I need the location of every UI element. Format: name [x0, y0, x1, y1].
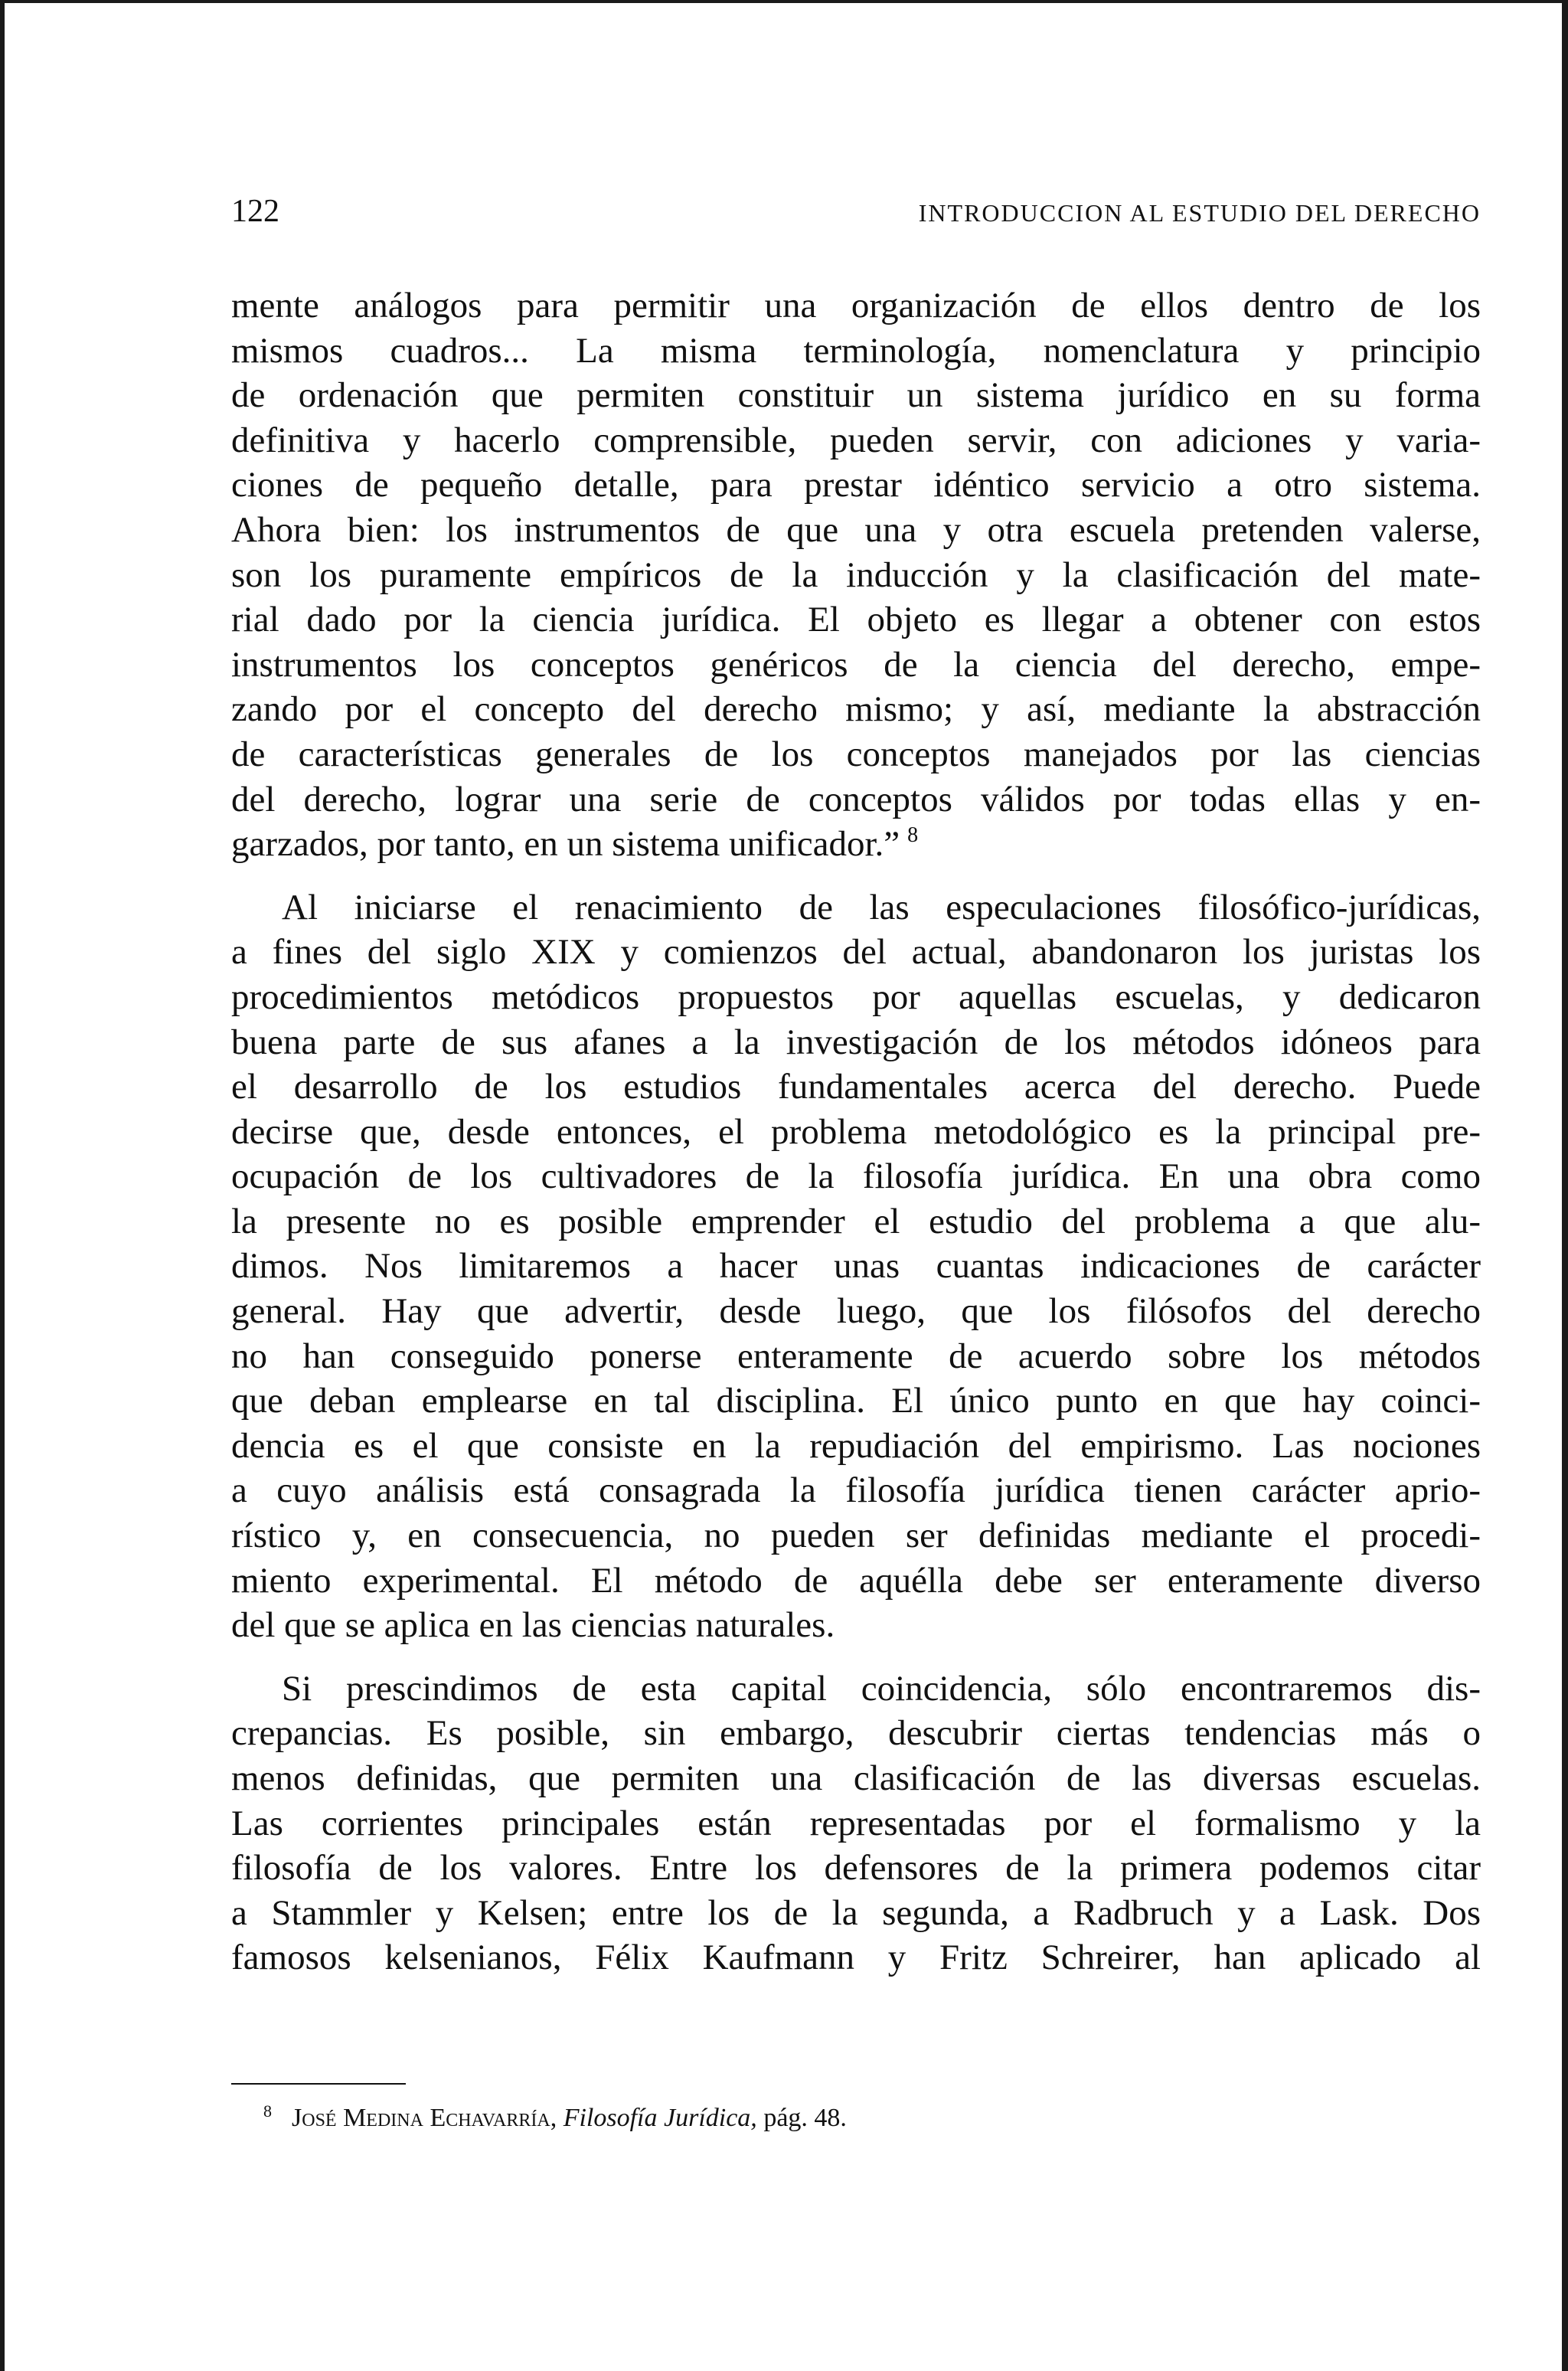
text-line: del derecho, lograr una serie de conceptos válidos por todas ellas y en-: [231, 779, 1481, 819]
paragraph-3: [231, 1666, 1481, 1980]
text-line: [231, 822, 1481, 867]
text-line: no han conseguido ponerse enteramente de acuerdo sobre los métodos: [231, 1336, 1481, 1376]
text-line: de características generales de los conceptos manejados por las ciencias: [231, 734, 1481, 774]
paragraph-gap: [231, 867, 1481, 885]
text-line: rístico y, en consecuencia, no pueden ser definidas mediante el procedi-: [231, 1516, 1481, 1556]
text-line: rial dado por la ciencia jurídica. El objeto es llegar a obtener con estos: [231, 600, 1481, 640]
text-line: instrumentos los conceptos genéricos de la ciencia del derecho, empe-: [231, 644, 1481, 685]
footnote-mark: 8: [263, 2101, 272, 2121]
scan-border-left: [0, 0, 5, 2371]
text-line: son los puramente empíricos de la inducción y la clasificación del mate-: [231, 554, 1481, 595]
text-line: de ordenación que permiten constituir un sistema jurídico en su forma: [231, 375, 1481, 416]
paragraph-gap: [231, 1648, 1481, 1666]
text-line: el desarrollo de los estudios fundamentales acerca del derecho. Puede: [231, 1067, 1481, 1107]
text-line: general. Hay que advertir, desde luego, que los filósofos del derecho: [231, 1291, 1481, 1332]
text-line: zando por el concepto del derecho mismo; y así, mediante la abstracción: [231, 689, 1481, 730]
text-line: Si prescindimos de esta capital coincidencia, sólo encontraremos dis-: [282, 1668, 1481, 1709]
text-line: ciones de pequeño detalle, para prestar idéntico servicio a otro sistema.: [231, 465, 1481, 505]
text-line: Ahora bien: los instrumentos de que una y otra escuela pretenden valerse,: [231, 509, 1481, 550]
page-number: 122: [231, 194, 279, 229]
text-line: del que se aplica en las ciencias naturales.: [231, 1605, 835, 1646]
footnote-rule: [231, 2083, 406, 2085]
text-line: filosofía de los valores. Entre los defensores de la primera podemos citar: [231, 1848, 1481, 1889]
text-line: dimos. Nos limitaremos a hacer unas cuantas indicaciones de carácter: [231, 1246, 1481, 1287]
text-line: famosos kelsenianos, Félix Kaufmann y Fritz Schreirer, han aplicado al: [231, 1938, 1481, 1978]
text-line: definitiva y hacerlo comprensible, pueden servir, con adiciones y varia-: [231, 420, 1481, 460]
footnote-title: Filosofía Jurídica,: [563, 2104, 757, 2132]
footnote: [263, 2101, 847, 2135]
text-line: mismos cuadros... La misma terminología, nomenclatura y principio: [231, 330, 1481, 371]
page-header: [231, 191, 1481, 237]
scan-border-top: [0, 0, 1568, 3]
text-line: buena parte de sus afanes a la investigación de los métodos idóneos para: [231, 1022, 1481, 1062]
text-line: miento experimental. El método de aquélla debe ser enteramente diverso: [231, 1560, 1481, 1601]
text-line-content: garzados, por tanto, en un sistema unificador.”: [231, 824, 900, 865]
text-line: menos definidas, que permiten una clasificación de las diversas escuelas.: [231, 1758, 1481, 1798]
text-line: la presente no es posible emprender el estudio del problema a que alu-: [231, 1201, 1481, 1241]
text-line: que deban emplearse en tal disciplina. El único punto en que hay coinci-: [231, 1381, 1481, 1421]
footnote-page: pág. 48.: [763, 2104, 847, 2132]
text-line: a Stammler y Kelsen; entre los de la segunda, a Radbruch y a Lask. Dos: [231, 1892, 1481, 1933]
paragraph-1: [231, 283, 1481, 867]
text-line: Al iniciarse el renacimiento de las especulaciones filosófico-jurídicas,: [282, 887, 1481, 927]
text-line: dencia es el que consiste en la repudiación del empirismo. Las nociones: [231, 1425, 1481, 1466]
text-line: a fines del siglo XIX y comienzos del actual, abandonaron los juristas los: [231, 932, 1481, 973]
footnote-author: José Medina Echavarría,: [292, 2104, 557, 2132]
paragraph-2: [231, 885, 1481, 1648]
text-line: Las corrientes principales están representadas por el formalismo y la: [231, 1803, 1481, 1843]
running-head: INTRODUCCION AL ESTUDIO DEL DERECHO: [918, 199, 1481, 227]
text-line: crepancias. Es posible, sin embargo, descubrir ciertas tendencias más o: [231, 1713, 1481, 1754]
text-line: ocupación de los cultivadores de la filosofía jurídica. En una obra como: [231, 1156, 1481, 1197]
text-line: a cuyo análisis está consagrada la filosofía jurídica tienen carácter aprio-: [231, 1470, 1481, 1511]
footnote-reference: 8: [907, 823, 919, 848]
body-text: [231, 283, 1481, 1980]
text-line: procedimientos metódicos propuestos por aquellas escuelas, y dedicaron: [231, 976, 1481, 1017]
text-line: mente análogos para permitir una organización de ellos dentro de los: [231, 286, 1481, 325]
scan-border-right: [1562, 0, 1568, 2371]
text-line: decirse que, desde entonces, el problema metodológico es la principal pre-: [231, 1111, 1481, 1152]
